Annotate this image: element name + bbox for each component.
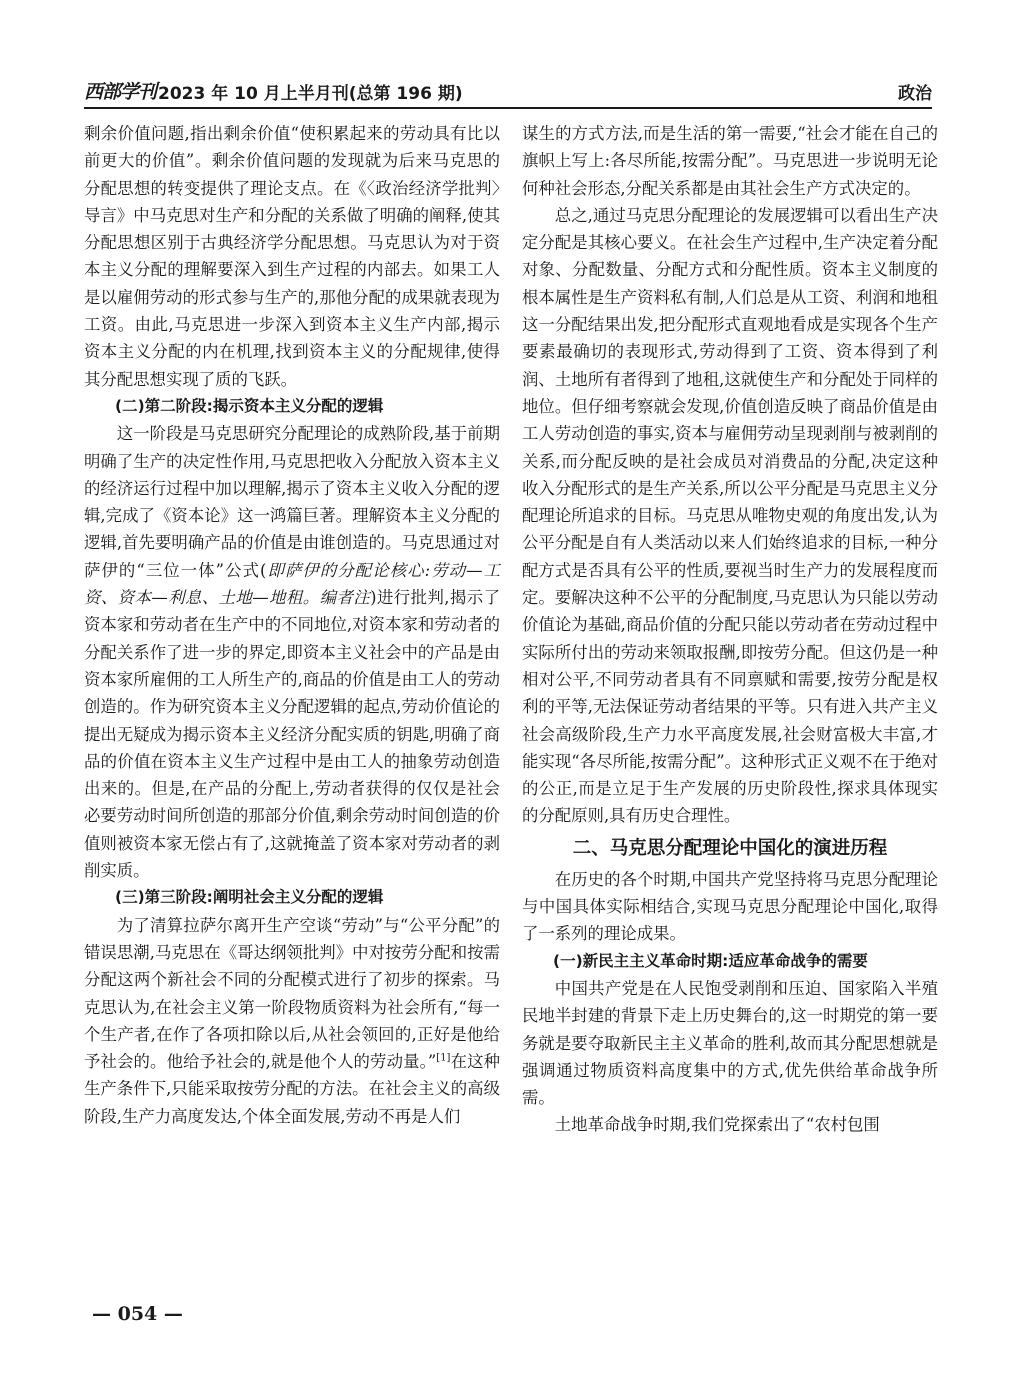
paragraph: 中国共产党是在人民饱受剥削和压迫、国家陷入半殖民地半封建的背景下走上历史舞台的,这一时期党的第一要务就是要夺取新民主主义革命的胜利,故而其分配思想就是强调通过物质资料高度集中的方式,优先供给革命战争所需。	[522, 978, 938, 1108]
left-column	[84, 120, 500, 1130]
paragraph-text: 在这种生产条件下,只能采取按劳分配的方法。在社会主义的高级阶段,生产力高度发达,个体全面发展,劳动不再是人们	[84, 1052, 501, 1126]
issue-info: 2023 年 10 月上半月刊(总第 196 期)	[158, 84, 463, 104]
paragraph: 谋生的方式方法,而是生活的第一需要,“社会才能在自己的旗帜上写上:各尽所能,按需分配”。马克思进一步说明无论何种社会形态,分配关系都是由其社会生产方式决定的。	[522, 124, 938, 198]
paragraph: 土地革命战争时期,我们党探索出了“农村包围	[554, 1115, 880, 1135]
journal-logo: 西部学刊	[84, 81, 157, 103]
header-rule	[84, 107, 932, 109]
subheading-new-democratic: (一)新民主主义革命时期:适应革命战争的需要	[553, 951, 868, 970]
header-left	[84, 77, 463, 104]
paragraph	[84, 420, 500, 884]
citation-ref: [1]	[436, 1052, 451, 1064]
right-column	[522, 120, 938, 1139]
subheading-stage-three: (三)第三阶段:阐明社会主义分配的逻辑	[115, 888, 384, 907]
editor-note: 即萨伊的分配论核心:劳动—工资、资本—利息、土地—地租。编者注	[84, 560, 500, 608]
paragraph-text: 为了清算拉萨尔离开生产空谈“劳动”与“公平分配”的错误思潮,马克思在《哥达纲领批判》中对按劳分配和按需分配这两个新社会不同的分配模式进行了初步的探索。马克思认为,在社会主义第一阶段物质资料为社会所有,“每一个生产者,在作了各项扣除以后,从社会领回的,正好是他给予社会的。他给予社会的,就是他个人的劳动量。”	[84, 915, 500, 1072]
subheading-stage-two: (二)第二阶段:揭示资本主义分配的逻辑	[115, 396, 384, 415]
section-heading: 二、马克思分配理论中国化的演进历程	[572, 837, 888, 859]
page-number: — 054 —	[92, 1303, 183, 1325]
section-name: 政治	[898, 84, 932, 104]
page-header	[84, 76, 932, 104]
paragraph	[84, 912, 500, 1130]
paragraph: 在历史的各个时期,中国共产党坚持将马克思分配理论与中国具体实际相结合,实现马克思分配理论中国化,取得了一系列的理论成果。	[522, 869, 938, 944]
paragraph-text: 这一阶段是马克思研究分配理论的成熟阶段,基于前期明确了生产的决定性作用,马克思把收入分配放入资本主义的经济运行过程中加以理解,揭示了资本主义收入分配的逻辑,完成了《资本论》这一鸿篇巨著。理解资本主义分配的逻辑,首先要明确产品的价值是由谁创造的。马克思通过对萨伊的“三位一体”公式(	[84, 424, 500, 580]
paragraph: 总之,通过马克思分配理论的发展逻辑可以看出生产决定分配是其核心要义。在社会生产过程中,生产决定着分配对象、分配数量、分配方式和分配性质。资本主义制度的根本属性是生产资料私有制,人们总是从工资、利润和地租这一分配结果出发,把分配形式直观地看成是实现各个生产要素最确切的表现形式,劳动得到了工资、资本得到了利润、土地所有者得到了地租,这就使生产和分配处于同样的地位。但仔细考察就会发现,价值创造反映了商品价值是由工人劳动创造的事实,资本与雇佣劳动呈现剥削与被剥削的关系,而分配反映的是社会成员对消费品的分配,决定这种收入分配形式的是生产关系,所以公平分配是马克思主义分配理论所追求的目标。马克思从唯物史观的角度出发,认为公平分配是自有人类活动以来人们始终追求的目标,一种分配方式是否具有公平的性质,要视当时生产力的发展程度而定。要解决这种不公平的分配制度,马克思认为只能以劳动价值论为基础,商品价值的分配只能以劳动者在劳动过程中实际所付出的劳动来领取报酬,即按劳分配。但这仍是一种相对公平,不同劳动者具有不同禀赋和需要,按劳分配是权利的平等,无法保证劳动者结果的平等。只有进入共产主义社会高级阶段,生产力水平高度发展,社会财富极大丰富,才能实现“各尽所能,按需分配”。这种形式正义观不在于绝对的公正,而是立足于生产发展的历史阶段性,探求具体现实的分配原则,具有历史合理性。	[522, 205, 938, 826]
paragraph: 剩余价值问题,指出剩余价值“使积累起来的劳动具有比以前更大的价值”。剩余价值问题的发现就为后来马克思的分配思想的转变提供了理论支点。在《〈政治经济学批判〉导言》中马克思对生产和分配的关系做了明确的阐释,使其分配思想区别于古典经济学分配思想。马克思认为对于资本主义分配的理解要深入到生产过程的内部去。如果工人是以雇佣劳动的形式参与生产的,那他分配的成果就表现为工资。由此,马克思进一步深入到资本主义生产内部,揭示资本主义分配的内在机理,找到资本主义的分配规律,使得其分配思想实现了质的飞跃。	[84, 124, 500, 389]
paragraph-text: )进行批判,揭示了资本家和劳动者在生产中的不同地位,对资本家和劳动者的分配关系作了进一步的界定,即资本主义社会中的产品是由资本家所雇佣的工人所生产的,商品的价值是由工人的劳动创造的。作为研究资本主义分配逻辑的起点,劳动价值论的提出无疑成为揭示资本主义经济分配实质的钥匙,明确了商品的价值在资本主义生产过程中是由工人的抽象劳动创造出来的。但是,在产品的分配上,劳动者获得的仅仅是社会必要劳动时间所创造的那部分价值,剩余劳动时间创造的价值则被资本家无偿占有了,这就掩盖了资本家对劳动者的剥削实质。	[84, 588, 501, 881]
